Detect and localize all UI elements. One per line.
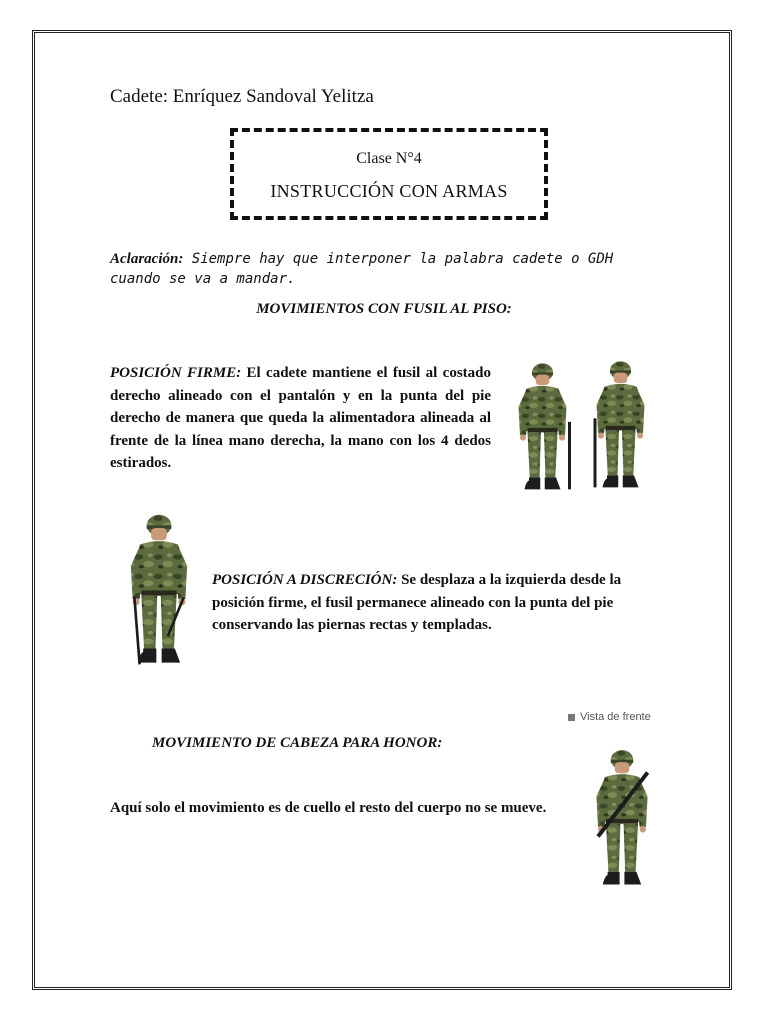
- soldier-back-firme-image: [505, 340, 580, 515]
- soldier-discrecion-image: [115, 485, 203, 695]
- section-heading-fusil-piso: MOVIMIENTOS CON FUSIL AL PISO:: [256, 301, 512, 317]
- firme-text: El cadete mantiene el fusil al costado derecho alineado con el pantalón y en la punta del pie derecho de manera que queda la alimentadora alineada al frente de la línea mano derecha, la mano con los 4 dedos estirados.: [110, 365, 491, 471]
- class-number: Clase N°4: [356, 150, 422, 167]
- discrecion-label: POSICIÓN A DISCRECIÓN:: [212, 572, 398, 588]
- vista-de-frente-caption: [568, 711, 651, 723]
- paragraph-posicion-discrecion: [212, 569, 652, 637]
- clarification-note: [110, 249, 670, 289]
- caption-square-icon: [568, 714, 575, 721]
- soldier-front-firme-image: [583, 338, 658, 513]
- soldier-honor-image: [582, 726, 662, 911]
- firme-label: POSICIÓN FIRME:: [110, 365, 242, 381]
- paragraph-cabeza-honor: Aquí solo el movimiento es de cuello el resto del cuerpo no se mueve.: [110, 800, 547, 816]
- vista-label-text: Vista de frente: [580, 711, 651, 723]
- page-title: INSTRUCCIÓN CON ARMAS: [270, 181, 508, 201]
- discrecion-text: Se desplaza a la izquierda desde la posición firme, el fusil permanece alineado con la punta del pie conservando las piernas rectas y templadas.: [212, 572, 622, 633]
- clarification-text: Siempre hay que interponer la palabra cadete o GDH cuando se va a mandar.: [110, 251, 614, 287]
- title-dashed-box: [230, 128, 548, 220]
- paragraph-posicion-firme: [110, 362, 491, 475]
- cadete-name: Cadete: Enríquez Sandoval Yelitza: [110, 86, 374, 107]
- clarification-label: Aclaración:: [110, 251, 184, 267]
- section-heading-cabeza-honor: MOVIMIENTO DE CABEZA PARA HONOR:: [152, 735, 443, 751]
